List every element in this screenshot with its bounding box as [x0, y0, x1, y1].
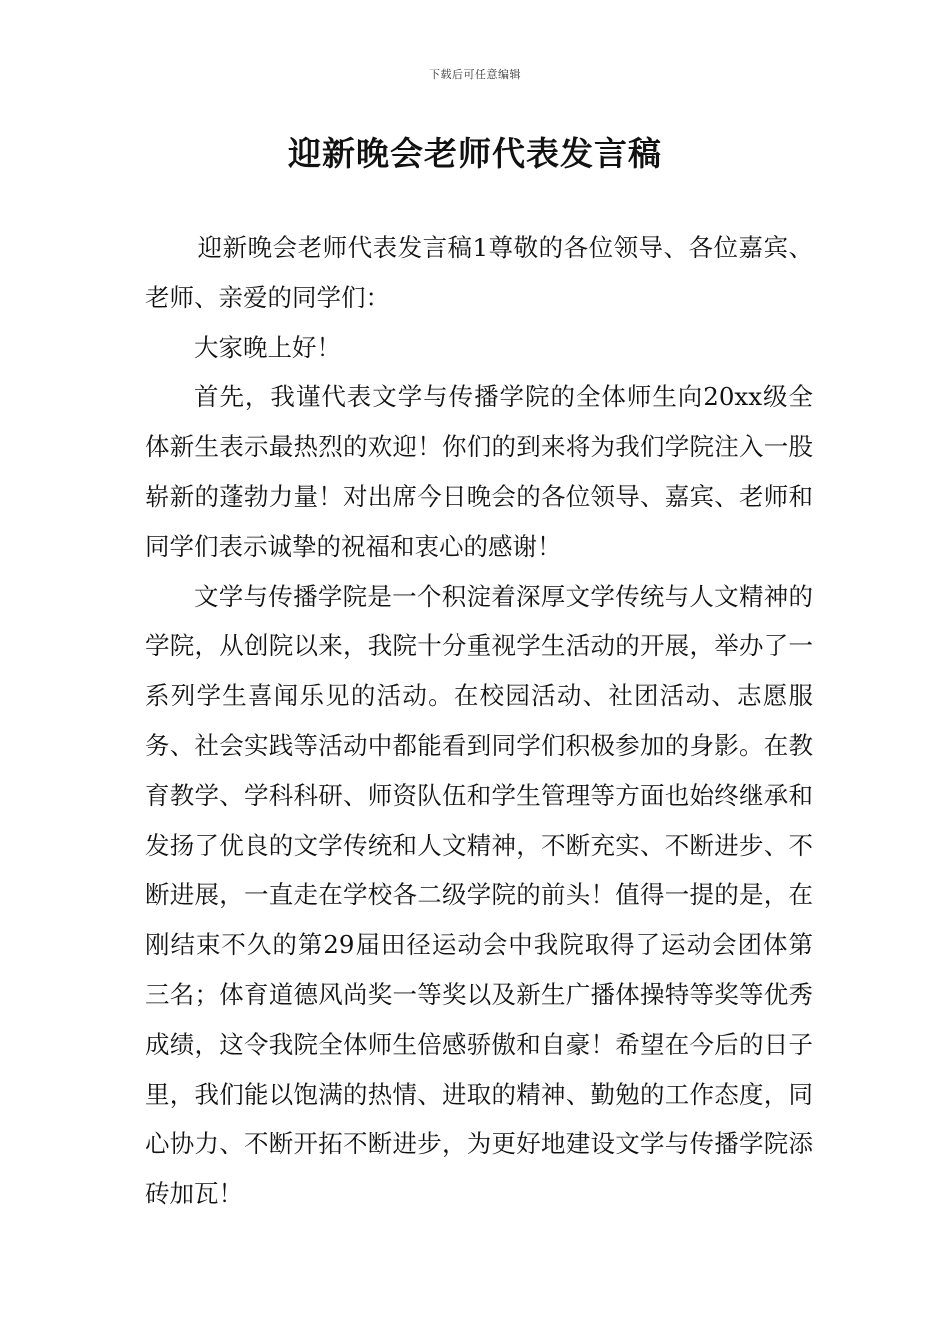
- document-title: 迎新晚会老师代表发言稿: [288, 134, 662, 173]
- paragraph-college-intro: 文学与传播学院是一个积淀着深厚文学传统与人文精神的学院，从创院以来，我院十分重视学生活动的开展，举办了一系列学生喜闻乐见的活动。在校园活动、社团活动、志愿服务、社会实践等活动中都能看到同学们积极参加的身影。在教育教学、学科科研、师资队伍和学生管理等方面也始终继承和发扬了优良的文学传统和人文精神，不断充实、不断进步、不断进展，一直走在学校各二级学院的前头！值得一提的是，在刚结束不久的第29届田径运动会中我院取得了运动会团体第三名；体育道德风尚奖一等奖以及新生广播体操特等奖等优秀成绩，这令我院全体师生倍感骄傲和自豪！希望在今后的日子里，我们能以饱满的热情、进取的精神、勤勉的工作态度，同心协力、不断开拓不断进步，为更好地建设文学与传播学院添砖加瓦！: [145, 581, 813, 1209]
- paragraph-greeting: 迎新晚会老师代表发言稿1尊敬的各位领导、各位嘉宾、老师、亲爱的同学们：: [145, 233, 813, 312]
- paragraph-welcome: 首先，我谨代表文学与传播学院的全体师生向20xx级全体新生表示最热烈的欢迎！你们的到来将为我们学院注入一股崭新的蓬勃力量！对出席今日晚会的各位领导、嘉宾、老师和同学们表示诚挚的祝福和衷心的感谢！: [145, 382, 813, 561]
- header-note: 下载后可任意编辑: [429, 68, 521, 81]
- document-body: [145, 223, 813, 1219]
- paragraph-hello: 大家晚上好！: [194, 332, 341, 362]
